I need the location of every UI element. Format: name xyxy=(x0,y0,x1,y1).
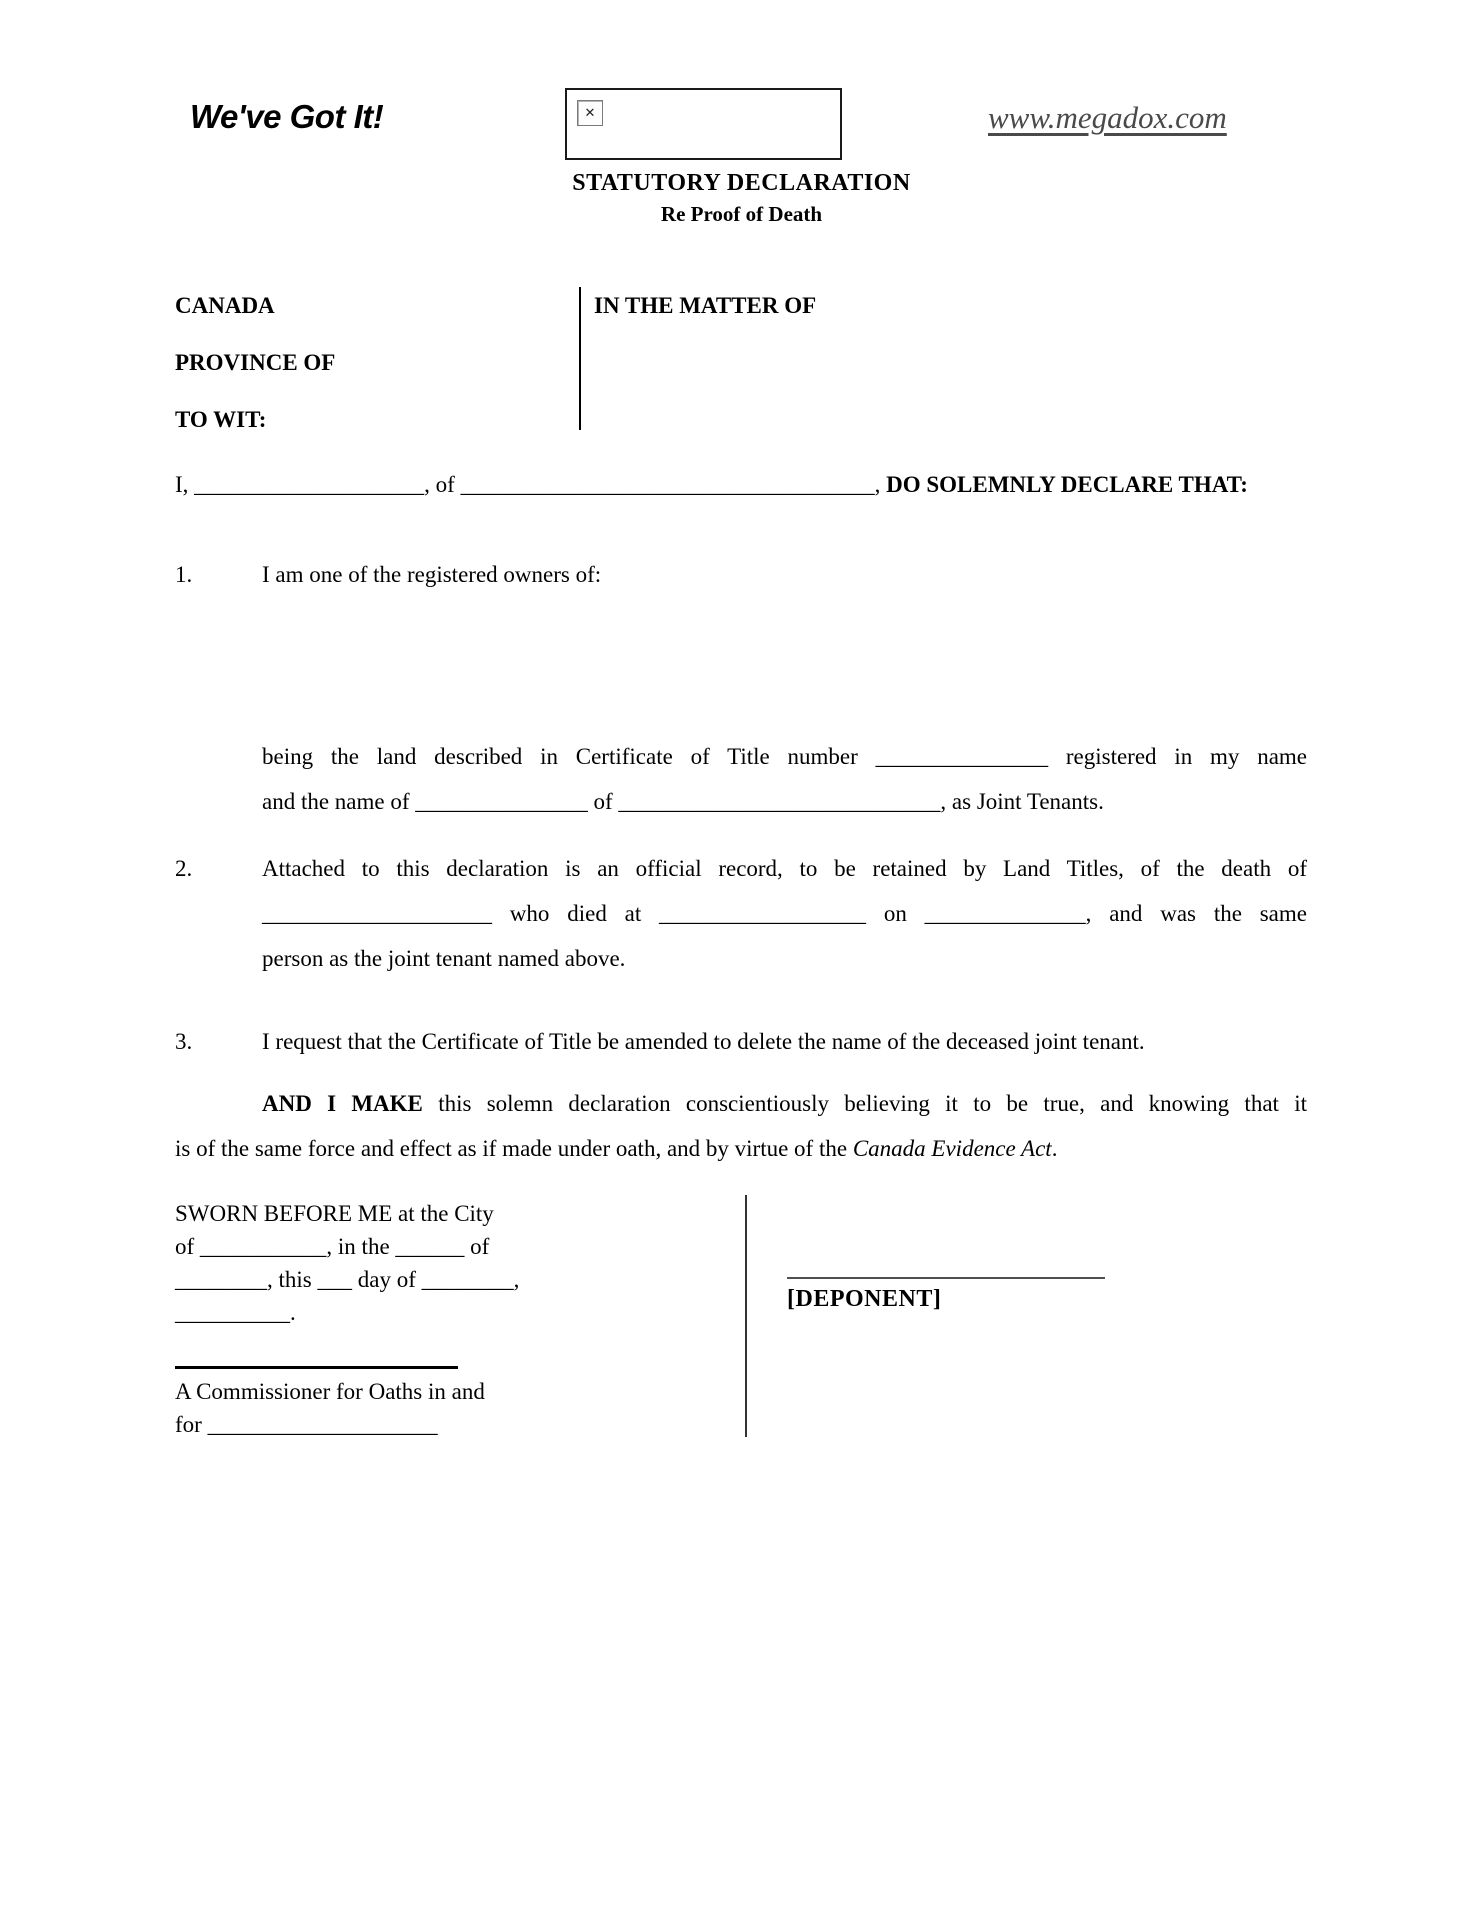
venue-country-label: CANADA xyxy=(175,293,275,318)
closing-line-2-end: . xyxy=(1051,1136,1058,1161)
jurat-line-3: ________, this ___ day of ________, xyxy=(175,1267,520,1292)
commissioner-label-line-2: for ____________________ xyxy=(175,1412,438,1437)
act-name-italic: Canada Evidence Act xyxy=(852,1136,1052,1161)
oath-line xyxy=(175,470,1248,500)
item-1-body-line-2: and the name of _______________ of ____________________________, as Joint Tenants. xyxy=(262,789,1104,814)
closing-line-1 xyxy=(262,1081,1307,1126)
matter-label: IN THE MATTER OF xyxy=(594,293,817,318)
jurat-line-4: __________. xyxy=(175,1300,296,1325)
oath-line-text: I, ____________________, of ____________________________________, xyxy=(175,472,887,497)
closing-paragraph xyxy=(175,1081,1307,1171)
commissioner-block xyxy=(175,1375,655,1441)
commissioner-label-line-1: A Commissioner for Oaths in and xyxy=(175,1379,485,1404)
item-2-line-3: person as the joint tenant named above. xyxy=(262,946,626,971)
item-2-line-1: Attached to this declaration is an official record, to be retained by Land Titles, of the death of xyxy=(262,856,1307,881)
item-3-text: I request that the Certificate of Title be amended to delete the name of the deceased joint tenant. xyxy=(262,1029,1145,1054)
image-placeholder xyxy=(565,88,842,160)
item-1-number: 1. xyxy=(175,562,193,587)
closing-line-2-start: is of the same force and effect as if made under oath, and by virtue of the xyxy=(175,1136,853,1161)
closing-line-2 xyxy=(175,1126,1307,1171)
jurat-block xyxy=(175,1197,655,1329)
oath-line-bold-text: DO SOLEMNLY DECLARE THAT: xyxy=(886,472,1248,497)
item-1-body-line-1: being the land described in Certificate of Title number _______________ registered in my name xyxy=(262,744,1307,769)
item-3-number: 3. xyxy=(175,1029,193,1054)
item-2-number: 2. xyxy=(175,856,193,881)
jurat-line-2: of ___________, in the ______ of xyxy=(175,1234,490,1259)
venue-province-label: PROVINCE OF xyxy=(175,350,336,375)
item-1-intro: I am one of the registered owners of: xyxy=(262,562,602,587)
item-2-line-2: ____________________ who died at __________________ on ______________, and was the same xyxy=(262,901,1307,926)
commissioner-signature-line xyxy=(175,1366,458,1369)
item-2-body xyxy=(262,846,1307,981)
signature-section-divider xyxy=(745,1195,747,1437)
venue-divider-line xyxy=(579,287,581,430)
document-subtitle: Re Proof of Death xyxy=(660,202,823,226)
jurat-line-1: SWORN BEFORE ME at the City xyxy=(175,1201,494,1226)
broken-image-icon: ✕ xyxy=(577,100,603,126)
item-1-intro-line xyxy=(175,560,1307,590)
deponent-signature-line xyxy=(787,1277,1105,1279)
logo-text: We've Got It! xyxy=(190,98,384,135)
deponent-label: [DEPONENT] xyxy=(787,1286,942,1312)
item-1-body xyxy=(262,734,1307,824)
title-block xyxy=(0,170,1483,227)
closing-bold-text: AND I MAKE xyxy=(262,1091,423,1116)
venue-towit-label: TO WIT: xyxy=(175,407,267,432)
website-link[interactable]: www.megadox.com xyxy=(988,100,1227,135)
document-title: STATUTORY DECLARATION xyxy=(572,170,911,196)
closing-line-1-rest: this solemn declaration conscientiously believing it to be true, and knowing that it xyxy=(422,1091,1307,1116)
